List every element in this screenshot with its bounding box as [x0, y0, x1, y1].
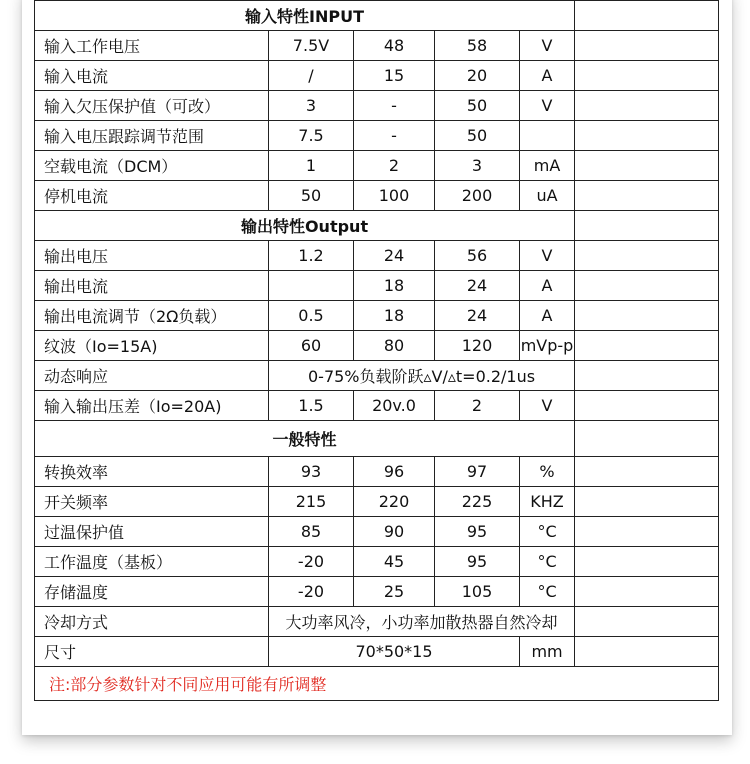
max-value: 105	[435, 577, 520, 607]
max-value: 95	[435, 547, 520, 577]
dynamic-response-value: 0-75%负载阶跃▵V/▵t=0.2/1us	[269, 361, 575, 391]
row-label: 输入电流	[35, 61, 269, 91]
row-label: 纹波（Io=15A)	[35, 331, 269, 361]
empty-cell	[575, 151, 719, 181]
min-value: 93	[269, 457, 354, 487]
min-value: 3	[269, 91, 354, 121]
max-value: 20	[435, 61, 520, 91]
output-section-title: 输出特性Output	[35, 211, 575, 241]
typ-value: 24	[354, 241, 435, 271]
min-value: 0.5	[269, 301, 354, 331]
empty-cell	[575, 271, 719, 301]
row-label: 输入电压跟踪调节范围	[35, 121, 269, 151]
max-value: 24	[435, 301, 520, 331]
spec-row	[35, 547, 719, 577]
unit-value: A	[520, 301, 575, 331]
empty-cell	[575, 607, 719, 637]
max-value: 50	[435, 121, 520, 151]
empty-cell	[575, 457, 719, 487]
empty-cell	[575, 241, 719, 271]
min-value: /	[269, 61, 354, 91]
empty-cell	[575, 181, 719, 211]
row-label: 输出电流	[35, 271, 269, 301]
typ-value: -	[354, 91, 435, 121]
typ-value: 80	[354, 331, 435, 361]
min-value: 215	[269, 487, 354, 517]
min-value: -20	[269, 577, 354, 607]
unit-value: V	[520, 31, 575, 61]
row-label: 转换效率	[35, 457, 269, 487]
unit-value: °C	[520, 547, 575, 577]
spec-row	[35, 301, 719, 331]
row-label: 尺寸	[35, 637, 269, 667]
unit-value	[520, 121, 575, 151]
typ-value: 15	[354, 61, 435, 91]
spec-row	[35, 457, 719, 487]
output-section-header	[35, 211, 719, 241]
typ-value: 90	[354, 517, 435, 547]
spec-row	[35, 61, 719, 91]
note-row	[35, 667, 719, 701]
row-label: 存储温度	[35, 577, 269, 607]
min-value: 1.5	[269, 391, 354, 421]
spec-row	[35, 577, 719, 607]
row-label: 工作温度（基板）	[35, 547, 269, 577]
typ-value: -	[354, 121, 435, 151]
max-value: 225	[435, 487, 520, 517]
empty-cell	[575, 121, 719, 151]
row-label: 停机电流	[35, 181, 269, 211]
spec-row	[35, 181, 719, 211]
spec-row	[35, 31, 719, 61]
empty-cell	[575, 421, 719, 457]
spec-row	[35, 91, 719, 121]
row-label: 输入欠压保护值（可改）	[35, 91, 269, 121]
spec-row	[35, 121, 719, 151]
unit-value: A	[520, 271, 575, 301]
spec-table	[34, 0, 719, 701]
min-value: 7.5V	[269, 31, 354, 61]
max-value: 200	[435, 181, 520, 211]
typ-value: 96	[354, 457, 435, 487]
row-label: 输出电压	[35, 241, 269, 271]
cooling-value: 大功率风冷，小功率加散热器自然冷却	[269, 607, 575, 637]
min-value: 85	[269, 517, 354, 547]
cooling-row	[35, 607, 719, 637]
row-label: 过温保护值	[35, 517, 269, 547]
empty-cell	[575, 1, 719, 31]
input-section-title: 输入特性INPUT	[35, 1, 575, 31]
empty-cell	[575, 331, 719, 361]
dynamic-response-row	[35, 361, 719, 391]
spec-row	[35, 151, 719, 181]
empty-cell	[575, 31, 719, 61]
typ-value: 220	[354, 487, 435, 517]
empty-cell	[575, 361, 719, 391]
row-label: 输入工作电压	[35, 31, 269, 61]
typ-value: 18	[354, 271, 435, 301]
row-label: 开关频率	[35, 487, 269, 517]
max-value: 58	[435, 31, 520, 61]
row-label: 输入输出压差（Io=20A)	[35, 391, 269, 421]
empty-cell	[575, 91, 719, 121]
min-value: 60	[269, 331, 354, 361]
adjustment-note: 注:部分参数针对不同应用可能有所调整	[35, 667, 719, 701]
max-value: 56	[435, 241, 520, 271]
typ-value: 25	[354, 577, 435, 607]
typ-value: 2	[354, 151, 435, 181]
min-value	[269, 271, 354, 301]
unit-value: °C	[520, 577, 575, 607]
unit-value: V	[520, 91, 575, 121]
max-value: 2	[435, 391, 520, 421]
general-section-header	[35, 421, 719, 457]
min-value: 1	[269, 151, 354, 181]
typ-value: 100	[354, 181, 435, 211]
unit-value: uA	[520, 181, 575, 211]
unit-value: mVp-p	[520, 331, 575, 361]
min-value: 50	[269, 181, 354, 211]
empty-cell	[575, 61, 719, 91]
empty-cell	[575, 517, 719, 547]
empty-cell	[575, 577, 719, 607]
min-value: 7.5	[269, 121, 354, 151]
dropout-row	[35, 391, 719, 421]
max-value: 3	[435, 151, 520, 181]
spec-row	[35, 517, 719, 547]
max-value: 97	[435, 457, 520, 487]
unit-value: mm	[520, 637, 575, 667]
unit-value: A	[520, 61, 575, 91]
min-value: 1.2	[269, 241, 354, 271]
row-label: 动态响应	[35, 361, 269, 391]
spec-row	[35, 241, 719, 271]
empty-cell	[575, 637, 719, 667]
max-value: 50	[435, 91, 520, 121]
unit-value: KHZ	[520, 487, 575, 517]
max-value: 95	[435, 517, 520, 547]
unit-value: %	[520, 457, 575, 487]
max-value: 24	[435, 271, 520, 301]
typ-value: 45	[354, 547, 435, 577]
spec-row	[35, 487, 719, 517]
unit-value: mA	[520, 151, 575, 181]
unit-value: V	[520, 241, 575, 271]
empty-cell	[575, 391, 719, 421]
min-value: -20	[269, 547, 354, 577]
empty-cell	[575, 487, 719, 517]
size-row	[35, 637, 719, 667]
row-label: 输出电流调节（2Ω负载）	[35, 301, 269, 331]
unit-value: V	[520, 391, 575, 421]
typ-value: 18	[354, 301, 435, 331]
empty-cell	[575, 211, 719, 241]
max-value: 120	[435, 331, 520, 361]
spec-row	[35, 331, 719, 361]
row-label: 冷却方式	[35, 607, 269, 637]
general-section-title: 一般特性	[35, 421, 575, 457]
input-section-header	[35, 1, 719, 31]
spec-row	[35, 271, 719, 301]
empty-cell	[575, 547, 719, 577]
unit-value: °C	[520, 517, 575, 547]
empty-cell	[575, 301, 719, 331]
row-label: 空载电流（DCM）	[35, 151, 269, 181]
size-value: 70*50*15	[269, 637, 520, 667]
typ-value: 20v.0	[354, 391, 435, 421]
typ-value: 48	[354, 31, 435, 61]
